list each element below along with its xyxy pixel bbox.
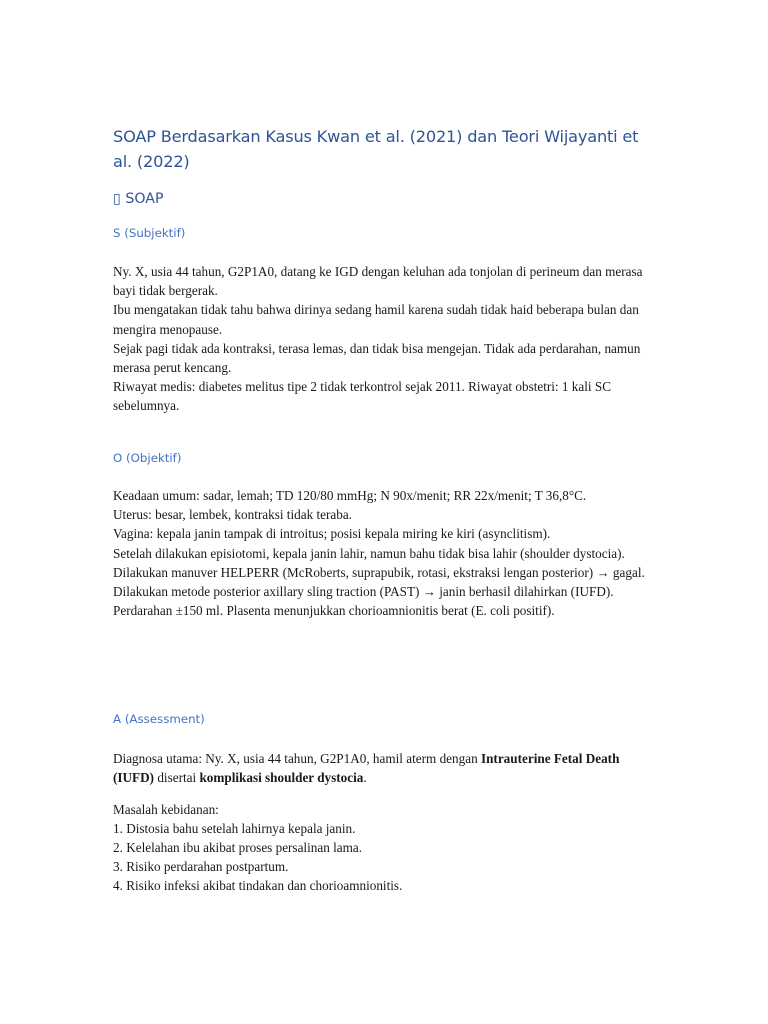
problems-heading: Masalah kebidanan: — [113, 802, 219, 817]
list-item: 2. Kelelahan ibu akibat proses persalinan lama. — [113, 840, 363, 855]
objective-line: Dilakukan manuver HELPERR (McRoberts, suprapubik, rotasi, ekstraksi lengan posterior) → gagal. — [113, 564, 645, 580]
section-heading-soap — [113, 190, 164, 208]
placeholder-glyph-icon: ▯ — [113, 191, 121, 207]
objective-heading: O (Objektif) — [113, 451, 182, 465]
diagnosis-text: . — [363, 770, 367, 786]
section-heading-label: SOAP — [125, 191, 164, 207]
objective-text — [113, 486, 658, 620]
diagnosis-text: Diagnosa utama: Ny. X, usia 44 tahun, G2P1A0, hamil aterm dengan — [113, 751, 481, 766]
list-item: 4. Risiko infeksi akibat tindakan dan chorioamnionitis. — [113, 878, 403, 893]
diagnosis-text: disertai — [154, 770, 200, 786]
subjective-line: Ibu mengatakan tidak tahu bahwa dirinya sedang hamil karena sudah tidak haid beberapa bulan dan mengira menopause. — [113, 302, 639, 337]
objective-line: Uterus: besar, lembek, kontraksi tidak teraba. — [113, 507, 352, 523]
document-title: SOAP Berdasarkan Kasus Kwan et al. (2021) dan Teori Wijayanti et al. (2022) — [113, 127, 639, 171]
list-item: 3. Risiko perdarahan postpartum. — [113, 859, 289, 874]
subjective-line: Riwayat medis: diabetes melitus tipe 2 tidak terkontrol sejak 2011. Riwayat obstetri: 1 kali SC sebelumnya. — [113, 379, 611, 414]
objective-line: Dilakukan metode posterior axillary sling traction (PAST) → janin berhasil dilahirkan (IUFD). — [113, 584, 614, 600]
objective-line: Setelah dilakukan episiotomi, kepala janin lahir, namun bahu tidak bisa lahir (shoulder dystocia). — [113, 545, 625, 561]
list-item: 1. Distosia bahu setelah lahirnya kepala janin. — [113, 821, 356, 836]
assessment-heading: A (Assessment) — [113, 712, 205, 726]
objective-line: Keadaan umum: sadar, lemah; TD 120/80 mmHg; N 90x/menit; RR 22x/menit; T 36,8°C. — [113, 488, 587, 503]
diagnosis-bold-iufd: Intrauterine Fetal Death (IUFD) — [113, 751, 620, 786]
subjective-text — [113, 262, 658, 416]
assessment-diagnosis — [113, 749, 658, 787]
diagnosis-bold-complication: komplikasi shoulder dystocia — [199, 770, 364, 786]
subjective-line: Ny. X, usia 44 tahun, G2P1A0, datang ke IGD dengan keluhan ada tonjolan di perineum dan merasa bayi tidak bergerak. — [113, 264, 643, 299]
subjective-heading: S (Subjektif) — [113, 226, 186, 240]
objective-line: Perdarahan ±150 ml. Plasenta menunjukkan chorioamnionitis berat (E. coli positif). — [113, 603, 555, 619]
objective-line: Vagina: kepala janin tampak di introitus; posisi kepala miring ke kiri (asynclitism). — [113, 526, 551, 542]
subjective-line: Sejak pagi tidak ada kontraksi, terasa lemas, dan tidak bisa mengejan. Tidak ada perdarahan, namun merasa perut kencang. — [113, 340, 641, 376]
problems-list — [113, 800, 658, 895]
